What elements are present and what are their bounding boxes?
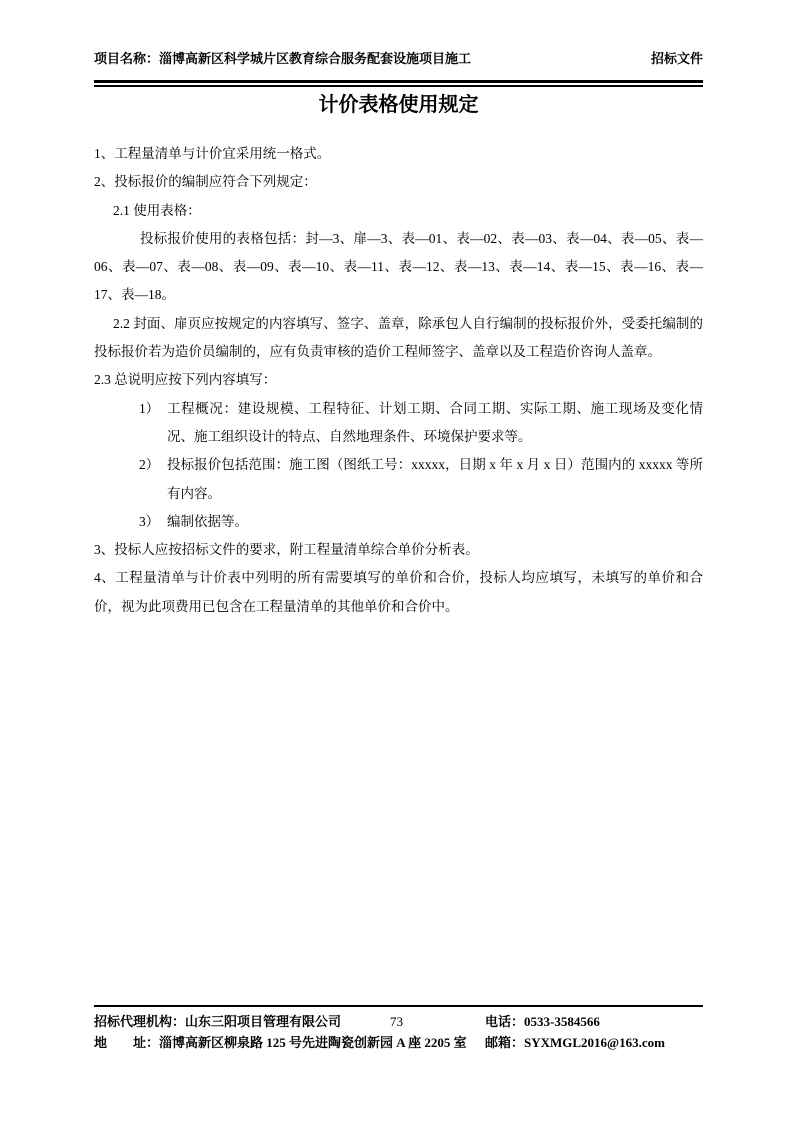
footer-agency: 招标代理机构：山东三阳项目管理有限公司 — [94, 1014, 342, 1029]
footer-row-1 — [94, 1011, 703, 1032]
page-title: 计价表格使用规定 — [318, 94, 479, 116]
list-item-2-text: 投标报价包括范围：施工图（图纸工号：xxxxx，日期 x 年 x 月 x 日）范围内的 xxxxx 等所有内容。 — [167, 457, 703, 501]
header-project-name: 项目名称：淄博高新区科学城片区教育综合服务配套设施项目施工 — [94, 51, 472, 66]
list-item-3-text: 编制依据等。 — [167, 513, 248, 529]
header-row — [94, 50, 703, 67]
footer-address: 地 址：淄博高新区柳泉路 125 号先进陶瓷创新园 A 座 2205 室 — [94, 1035, 467, 1050]
list-item-3 — [94, 508, 703, 536]
footer-row-2 — [94, 1032, 703, 1053]
list-item-3-marker: 3） — [139, 513, 160, 529]
header-rule-top — [94, 80, 703, 83]
list-item-2-marker: 2） — [139, 457, 160, 473]
list-item-2 — [94, 451, 703, 508]
paragraph-4: 4、工程量清单与计价表中列明的所有需要填写的单价和合价，投标人均应填写，未填写的单价和合价，视为此项费用已包含在工程量清单的其他单价和合价中。 — [94, 570, 703, 614]
footer-rule — [94, 1005, 703, 1007]
header-rule-bottom — [94, 85, 703, 87]
clause-2-1-table-list: 投标报价使用的表格包括：封—3、扉—3、表—01、表—02、表—03、表—04、表—05、表—06、表—07、表—08、表—09、表—10、表—11、表—12、表—13、表—14、表—15、表—16、表—17、表—18。 — [94, 230, 703, 303]
paragraph-3: 3、投标人应按招标文件的要求，附工程量清单综合单价分析表。 — [94, 542, 479, 558]
header-doc-type: 招标文件 — [650, 51, 703, 66]
page-number: 73 — [390, 1014, 403, 1029]
footer-phone: 电话：0533-3584566 — [485, 1014, 600, 1029]
clause-2-1: 2.1 使用表格： — [113, 202, 201, 218]
paragraph-2: 2、投标报价的编制应符合下列规定： — [94, 174, 317, 190]
clause-2-2: 2.2 封面、扉页应按规定的内容填写、签字、盖章，除承包人自行编制的投标报价外，受委托编制的投标报价若为造价员编制的，应有负责审核的造价工程师签字、盖章以及工程造价咨询人盖章。 — [94, 315, 703, 360]
list-item-1-text: 工程概况：建设规模、工程特征、计划工期、合同工期、实际工期、施工现场及变化情况、施工组织设计的特点、自然地理条件、环境保护要求等。 — [167, 400, 703, 444]
paragraph-1: 1、工程量清单与计价宜采用统一格式。 — [94, 146, 331, 161]
footer-email: 邮箱：SYXMGL2016@163.com — [485, 1035, 666, 1050]
list-item-1 — [94, 395, 703, 452]
page-footer — [94, 1005, 703, 1053]
clause-2-3: 2.3 总说明应按下列内容填写： — [94, 372, 277, 388]
document-body — [94, 140, 703, 621]
list-item-1-marker: 1） — [139, 400, 160, 416]
page-header — [94, 50, 703, 87]
